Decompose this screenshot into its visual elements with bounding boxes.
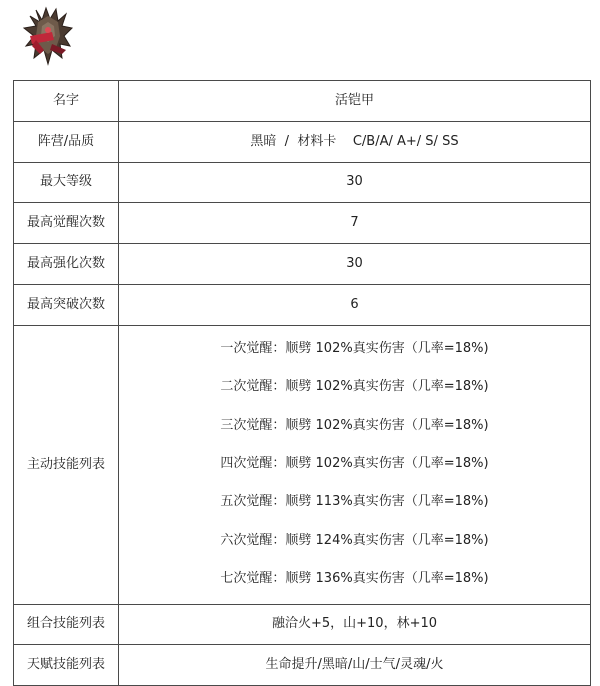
row-value-faction-quality: 黑暗 / 材料卡 C/B/A/ A+/ S/ SS (119, 121, 591, 162)
row-value-active-skills (119, 325, 591, 604)
table-row (14, 203, 591, 244)
row-label-name: 名字 (14, 81, 119, 122)
row-value-max-awaken: 7 (119, 203, 591, 244)
list-item: 五次觉醒：顺劈 113%真实伤害（几率=18%) (220, 494, 489, 510)
list-item: 二次觉醒：顺劈 102%真实伤害（几率=18%) (220, 379, 489, 395)
row-value-talent-skills: 生命提升/黑暗/山/士气/灵魂/火 (119, 645, 591, 686)
card-info-table (13, 80, 591, 686)
table-row (14, 604, 591, 645)
row-label-max-awaken: 最高觉醒次数 (14, 203, 119, 244)
list-item: 七次觉醒：顺劈 136%真实伤害（几率=18%) (220, 571, 489, 587)
table-row (14, 121, 591, 162)
table-row (14, 162, 591, 203)
table-row (14, 325, 591, 604)
row-value-name: 活铠甲 (119, 81, 591, 122)
list-item: 六次觉醒：顺劈 124%真实伤害（几率=18%) (220, 532, 489, 548)
row-label-active-skills: 主动技能列表 (14, 325, 119, 604)
row-value-max-level: 30 (119, 162, 591, 203)
row-value-max-breakthrough: 6 (119, 284, 591, 325)
table-row (14, 244, 591, 285)
row-label-combo-skills: 组合技能列表 (14, 604, 119, 645)
row-label-max-level: 最大等级 (14, 162, 119, 203)
list-item: 四次觉醒：顺劈 102%真实伤害（几率=18%) (220, 455, 489, 471)
list-item: 一次觉醒：顺劈 102%真实伤害（几率=18%) (220, 340, 489, 356)
table-row (14, 645, 591, 686)
list-item: 三次觉醒：顺劈 102%真实伤害（几率=18%) (220, 417, 489, 433)
row-label-talent-skills: 天赋技能列表 (14, 645, 119, 686)
row-label-faction-quality: 阵营/品质 (14, 121, 119, 162)
row-label-max-enhance: 最高强化次数 (14, 244, 119, 285)
table-row (14, 81, 591, 122)
row-value-combo-skills: 融洽火+5，山+10，林+10 (119, 604, 591, 645)
active-skill-list (119, 326, 590, 604)
living-armor-card-icon (22, 6, 76, 68)
row-label-max-breakthrough: 最高突破次数 (14, 284, 119, 325)
table-row (14, 284, 591, 325)
row-value-max-enhance: 30 (119, 244, 591, 285)
